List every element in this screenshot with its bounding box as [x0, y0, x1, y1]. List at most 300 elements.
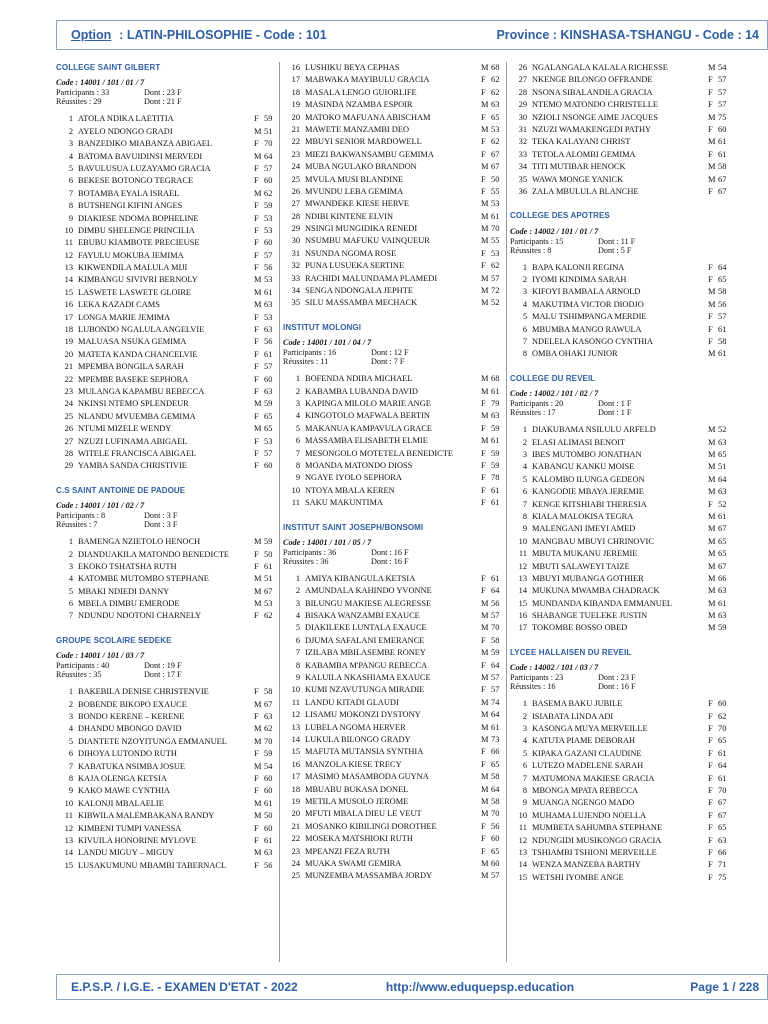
table-row	[283, 186, 507, 198]
table-row	[56, 423, 280, 435]
row-number: 4	[295, 411, 300, 421]
student-sex: M	[481, 858, 489, 868]
student-name: KIPAKA GAZANI CLAUDINE	[532, 748, 642, 758]
row-number: 15	[64, 287, 73, 297]
student-score: 63	[718, 586, 727, 596]
table-row	[56, 411, 280, 423]
student-score: 62	[491, 75, 500, 85]
table-row	[510, 124, 734, 136]
student-name: NSUNDA NGOMA ROSE	[305, 248, 397, 258]
student-sex: F	[254, 201, 259, 211]
table-row	[283, 174, 507, 186]
row-number: 18	[291, 87, 300, 97]
row-number: 3	[295, 598, 300, 608]
student-score: 53	[491, 199, 500, 209]
student-score: 59	[491, 448, 500, 458]
table-row	[510, 536, 734, 548]
table-row	[56, 598, 280, 610]
student-sex: F	[708, 337, 713, 347]
student-sex: M	[481, 224, 489, 234]
row-number: 11	[518, 549, 527, 559]
student-name: LUKULA BILONGO GRADY	[305, 735, 411, 744]
student-score: 64	[491, 710, 500, 720]
student-score: 74	[491, 697, 500, 707]
student-name: EKOKO TSHATSHA RUTH	[78, 561, 177, 571]
student-sex: M	[708, 450, 716, 460]
student-sex: M	[481, 611, 489, 621]
option-value: : LATIN-PHILOSOPHIE - Code : 101	[119, 28, 327, 42]
student-score: 67	[718, 810, 727, 820]
student-name: NZUZI LUFINAMA ABIGAEL	[78, 436, 188, 446]
student-name: BAKEBILA DENISE CHRISTENVIE	[78, 687, 209, 697]
participants-count: Participants : 16	[283, 348, 337, 358]
participants-female: Dont : 19 F	[144, 661, 182, 671]
student-name: KAPINGA MILOLO MARIE ANGE	[305, 399, 431, 408]
student-sex: F	[481, 660, 486, 670]
table-row	[510, 822, 734, 834]
row-number: 33	[518, 149, 527, 159]
row-number: 8	[68, 774, 73, 784]
school-block	[510, 373, 734, 635]
student-name: MPEMBE BASEKE SEPHORA	[78, 374, 189, 384]
table-row	[283, 858, 507, 870]
row-number: 32	[518, 137, 527, 147]
student-score: 52	[491, 298, 500, 308]
student-score: 66	[718, 573, 727, 583]
table-row	[283, 759, 507, 771]
row-number: 6	[522, 324, 527, 334]
table-row	[283, 211, 507, 223]
student-name: BONDO KERENE – KERENE	[78, 712, 185, 722]
table-row	[510, 186, 734, 198]
student-score: 57	[718, 312, 727, 322]
student-sex: M	[254, 848, 262, 858]
student-sex: M	[481, 772, 489, 782]
student-score: 62	[491, 87, 500, 97]
reussites-female: Dont : 16 F	[371, 556, 409, 566]
row-number: 32	[291, 261, 300, 271]
student-sex: M	[481, 722, 489, 732]
student-score: 65	[718, 536, 727, 546]
table-row	[510, 785, 734, 797]
student-name: LUBELA NGOMA HERVER	[305, 722, 406, 732]
reussites-count: Réussites : 35	[56, 670, 102, 680]
student-name: DIAKUBAMA NSILULU ARFELD	[532, 425, 656, 435]
student-sex: F	[254, 411, 259, 421]
row-number: 29	[518, 100, 527, 110]
school-code: Code : 14002 / 101 / 01 / 7	[510, 226, 599, 236]
website-link[interactable]: http://www.eduquepsp.education	[385, 980, 575, 994]
row-number: 10	[291, 485, 300, 495]
row-number: 18	[291, 784, 300, 794]
row-number: 2	[522, 711, 527, 721]
row-number: 33	[291, 273, 300, 283]
row-number: 28	[64, 448, 73, 458]
table-row	[283, 610, 507, 622]
student-score: 64	[718, 474, 727, 484]
row-number: 4	[522, 736, 527, 746]
participants-count: Participants : 36	[283, 547, 337, 557]
reussites-count: Réussites : 17	[510, 408, 556, 418]
row-number: 13	[518, 573, 527, 583]
student-sex: M	[708, 462, 716, 472]
student-name: NKINSI NTEMO SPLENDEUR	[78, 399, 189, 409]
student-name: LUSAKUMUNU MBAMBI TABERNACL	[78, 860, 227, 870]
student-sex: F	[254, 263, 259, 273]
student-sex: F	[481, 137, 486, 147]
table-row	[56, 324, 280, 336]
student-name: MASIMO MASAMBODA GUYNA	[305, 772, 429, 782]
student-sex: M	[481, 648, 489, 658]
student-sex: F	[254, 374, 259, 384]
student-name: MPEMBA BONGILA SARAH	[78, 362, 184, 372]
student-score: 70	[491, 809, 500, 819]
row-number: 13	[64, 263, 73, 273]
student-sex: M	[481, 211, 489, 221]
participants-line	[510, 673, 734, 682]
table-row	[56, 361, 280, 373]
student-name: KIBWILA MALEMBAKANA RANDY	[78, 811, 215, 821]
reussites-line	[510, 408, 734, 417]
student-name: NDUNGIDI MUSIKONGO GRACIA	[532, 835, 662, 845]
student-name: BEKESE BOTONGO TEGRACE	[78, 176, 194, 186]
student-sex: F	[254, 139, 259, 149]
table-row	[283, 635, 507, 647]
reussites-line	[510, 246, 734, 255]
student-name: NSONA SIBALANDILA GRACIA	[532, 87, 653, 97]
student-sex: M	[708, 524, 716, 534]
student-sex: M	[254, 736, 262, 746]
row-number: 11	[291, 697, 300, 707]
student-name: LANDU MIGUY – MIGUY	[78, 848, 175, 858]
student-name: BUTSHENGI KIFINI ANGES	[78, 201, 183, 211]
table-row	[510, 311, 734, 323]
table-row	[283, 722, 507, 734]
student-score: 56	[718, 299, 727, 309]
table-row	[56, 225, 280, 237]
row-number: 2	[522, 275, 527, 285]
student-score: 75	[718, 112, 727, 122]
table-row	[56, 847, 280, 859]
table-row	[56, 798, 280, 810]
reussites-count: Réussites : 16	[510, 682, 556, 692]
table-row	[283, 497, 507, 509]
table-row	[283, 472, 507, 484]
school-stats	[283, 338, 507, 366]
student-name: MUANGA NGENGO MADO	[532, 798, 635, 808]
table-row	[510, 561, 734, 573]
student-name: KIMBENI TUMPI VANESSA	[78, 823, 182, 833]
table-row	[510, 161, 734, 173]
row-number: 3	[295, 399, 300, 408]
student-score: 54	[718, 63, 727, 72]
row-number: 3	[522, 287, 527, 297]
student-name: MASALA LENGO GUIORLIFE	[305, 87, 417, 97]
student-name: NGALANGALA KALALA RICHESSE	[532, 63, 668, 72]
participants-female: Dont : 11 F	[598, 236, 636, 246]
student-score: 62	[491, 261, 500, 271]
student-sex: F	[254, 786, 259, 796]
student-sex: M	[254, 798, 262, 808]
row-number: 29	[64, 461, 73, 471]
reussites-female: Dont : 3 F	[144, 520, 178, 530]
row-number: 9	[68, 213, 73, 223]
row-number: 31	[518, 124, 527, 134]
student-sex: F	[708, 149, 713, 159]
student-score: 58	[264, 687, 273, 697]
student-name: MWANDEKE KIESE HERVE	[305, 199, 410, 209]
participants-line	[56, 88, 280, 97]
row-number: 11	[518, 823, 527, 833]
table-row	[56, 262, 280, 274]
student-score: 50	[491, 174, 500, 184]
continued-list	[510, 62, 734, 198]
reussites-female: Dont : 1 F	[598, 408, 632, 418]
student-name: AMUNDALA KAHINDO YVONNE	[305, 586, 432, 596]
row-number: 7	[522, 499, 527, 509]
student-name: NDELELA KASONGO CYNTHIA	[532, 337, 653, 347]
table-row	[56, 163, 280, 175]
student-sex: F	[708, 124, 713, 134]
student-name: KABANGU KANKU MOISE	[532, 462, 635, 472]
student-name: MFUTI MBALA DIEU LE VEUT	[305, 809, 422, 819]
participants-count: Participants : 20	[510, 399, 564, 409]
student-score: 65	[718, 736, 727, 746]
student-score: 55	[491, 186, 500, 196]
student-name: LASWETE LASWETE GLOIRE	[78, 287, 192, 297]
student-sex: F	[481, 248, 486, 258]
row-number: 12	[64, 250, 73, 260]
table-row	[510, 112, 734, 124]
school-code: Code : 14002 / 101 / 02 / 7	[510, 389, 599, 399]
row-number: 14	[518, 860, 527, 870]
student-sex: M	[481, 273, 489, 283]
student-score: 67	[718, 524, 727, 534]
student-name: KIMBANGU SIVIVRI BERNOLY	[78, 275, 198, 285]
row-number: 23	[291, 149, 300, 159]
table-row	[56, 723, 280, 735]
row-number: 30	[518, 112, 527, 122]
row-number: 5	[68, 736, 73, 746]
participants-line	[510, 237, 734, 246]
table-row	[510, 723, 734, 735]
table-row	[283, 460, 507, 472]
student-name: BAMENGA NZIETOLO HENOCH	[78, 537, 201, 547]
row-number: 4	[522, 462, 527, 472]
student-score: 59	[718, 623, 727, 633]
student-sex: M	[254, 275, 262, 285]
student-sex: M	[708, 487, 716, 497]
row-number: 6	[522, 761, 527, 771]
student-name: MUNZEMBA MASSAMBA JORDY	[305, 871, 433, 881]
student-name: DIAKIESE NDOMA BOPHELINE	[78, 213, 199, 223]
student-score: 56	[491, 598, 500, 608]
student-score: 57	[718, 75, 727, 85]
row-number: 7	[522, 337, 527, 347]
page-header	[56, 20, 768, 50]
student-sex: F	[708, 860, 713, 870]
reussites-count: Réussites : 11	[283, 357, 329, 367]
student-sex: F	[481, 399, 486, 408]
student-sex: F	[254, 163, 259, 173]
row-number: 30	[291, 236, 300, 246]
student-name: BOFENDA NDIBA MICHAEL	[305, 374, 413, 384]
student-score: 61	[718, 149, 727, 159]
row-number: 4	[68, 724, 73, 734]
student-sex: F	[708, 748, 713, 758]
school-name: LYCEE HALLAISEN DU REVEIL	[510, 647, 632, 657]
student-sex: F	[708, 847, 713, 857]
student-score: 53	[264, 225, 273, 235]
student-sex: M	[254, 699, 262, 709]
row-number: 19	[291, 100, 300, 110]
student-sex: F	[708, 186, 713, 196]
student-sex: M	[708, 425, 716, 435]
reussites-count: Réussites : 7	[56, 520, 98, 530]
student-name: NDUNDU NDOTONI CHARNELY	[78, 611, 202, 621]
student-name: WENZA MANZEBA BARTHY	[532, 860, 641, 870]
table-row	[283, 87, 507, 99]
student-sex: F	[708, 324, 713, 334]
row-number: 12	[518, 561, 527, 571]
student-sex: F	[708, 773, 713, 783]
student-name: AYELO NDONGO GRADI	[78, 126, 173, 136]
student-score: 57	[264, 250, 273, 260]
row-number: 25	[291, 871, 300, 881]
student-score: 61	[491, 436, 500, 446]
table-row	[510, 573, 734, 585]
student-name: IYOMI KINDIMA SARAH	[532, 275, 627, 285]
table-row	[56, 823, 280, 835]
student-name: DIANTETE NZOYITUNGA EMMANUEL	[78, 736, 227, 746]
student-score: 75	[718, 872, 727, 882]
student-name: DHANDU MBONGO DAVID	[78, 724, 182, 734]
row-number: 4	[295, 611, 300, 621]
table-row	[56, 561, 280, 573]
student-score: 67	[491, 149, 500, 159]
table-row	[56, 250, 280, 262]
student-score: 61	[718, 511, 727, 521]
student-name: MBAKI NDIEDI DANNY	[78, 586, 170, 596]
student-sex: F	[254, 860, 259, 870]
table-row	[283, 124, 507, 136]
student-score: 63	[491, 100, 500, 110]
reussites-count: Réussites : 8	[510, 245, 552, 255]
student-sex: F	[708, 711, 713, 721]
table-row	[510, 585, 734, 597]
student-score: 63	[264, 300, 273, 310]
student-score: 53	[491, 248, 500, 258]
student-score: 63	[264, 712, 273, 722]
student-score: 65	[718, 549, 727, 559]
student-sex: F	[481, 448, 486, 458]
province-code: Province : KINSHASA-TSHANGU - Code : 14	[496, 28, 759, 42]
student-score: 65	[491, 846, 500, 856]
student-score: 56	[491, 821, 500, 831]
table-row	[510, 499, 734, 511]
student-score: 63	[264, 848, 273, 858]
row-number: 4	[522, 299, 527, 309]
student-name: BATOMA BAVUIDINSI MERVEDI	[78, 151, 203, 161]
student-sex: F	[708, 75, 713, 85]
student-name: NTEMO MATONDO CHRISTELLE	[532, 100, 658, 110]
student-score: 60	[264, 461, 273, 471]
student-name: MALENGANI IMEYI AMED	[532, 524, 636, 534]
table-row	[510, 348, 734, 360]
row-number: 6	[68, 176, 73, 186]
student-name: KASONGA MUYA MERVEILLE	[532, 724, 648, 734]
participants-female: Dont : 23 F	[144, 88, 182, 98]
student-score: 67	[718, 561, 727, 571]
student-sex: F	[481, 846, 486, 856]
student-name: KAKO MAWE CYNTHIA	[78, 786, 170, 796]
row-number: 15	[518, 872, 527, 882]
student-sex: F	[481, 460, 486, 470]
participants-count: Participants : 8	[56, 511, 106, 521]
row-number: 3	[68, 712, 73, 722]
student-name: LONGA MARIE JEMIMA	[78, 312, 171, 322]
table-row	[283, 448, 507, 460]
participants-line	[510, 399, 734, 408]
student-sex: F	[481, 174, 486, 184]
student-sex: M	[481, 411, 489, 421]
table-row	[510, 324, 734, 336]
row-number: 26	[64, 424, 73, 434]
student-name: DIHOYA LUTONDO RUTH	[78, 749, 177, 759]
student-sex: M	[481, 673, 489, 683]
student-name: MBUABU BUKASA DONEL	[305, 784, 409, 794]
student-sex: F	[708, 872, 713, 882]
student-score: 60	[264, 786, 273, 796]
participants-female: Dont : 23 F	[598, 673, 636, 683]
student-name: KINGOTOLO MAFWALA BERTIN	[305, 411, 430, 421]
student-score: 70	[264, 736, 273, 746]
table-row	[56, 835, 280, 847]
school-stats	[510, 227, 734, 255]
student-sex: M	[708, 511, 716, 521]
table-row	[510, 461, 734, 473]
table-row	[56, 549, 280, 561]
student-score: 52	[718, 425, 727, 435]
student-score: 64	[718, 262, 727, 272]
student-name: MUHAMA LUJENDO NOELLA	[532, 810, 646, 820]
student-score: 70	[718, 724, 727, 734]
row-number: 1	[295, 573, 300, 583]
student-name: KANGODIE MBAYA JEREMIE	[532, 487, 644, 497]
student-score: 61	[491, 573, 500, 583]
school-code: Code : 14001 / 101 / 02 / 7	[56, 501, 145, 511]
student-score: 68	[491, 63, 500, 72]
row-number: 7	[68, 188, 73, 198]
student-sex: M	[481, 124, 489, 134]
student-score: 58	[718, 162, 727, 172]
student-sex: F	[708, 100, 713, 110]
row-number: 5	[522, 312, 527, 322]
reussites-female: Dont : 16 F	[598, 682, 636, 692]
student-sex: F	[254, 749, 259, 759]
student-score: 64	[491, 586, 500, 596]
row-number: 23	[64, 387, 73, 396]
row-number: 20	[291, 809, 300, 819]
row-number: 27	[64, 436, 73, 446]
table-row	[56, 860, 280, 872]
student-name: KALOMBO ILUNGA GEDEON	[532, 474, 645, 484]
table-row	[56, 586, 280, 598]
table-row	[283, 846, 507, 858]
table-row	[56, 336, 280, 348]
school-name: GROUPE SCOLAIRE SEDEKE	[56, 635, 172, 645]
row-number: 7	[295, 648, 300, 658]
